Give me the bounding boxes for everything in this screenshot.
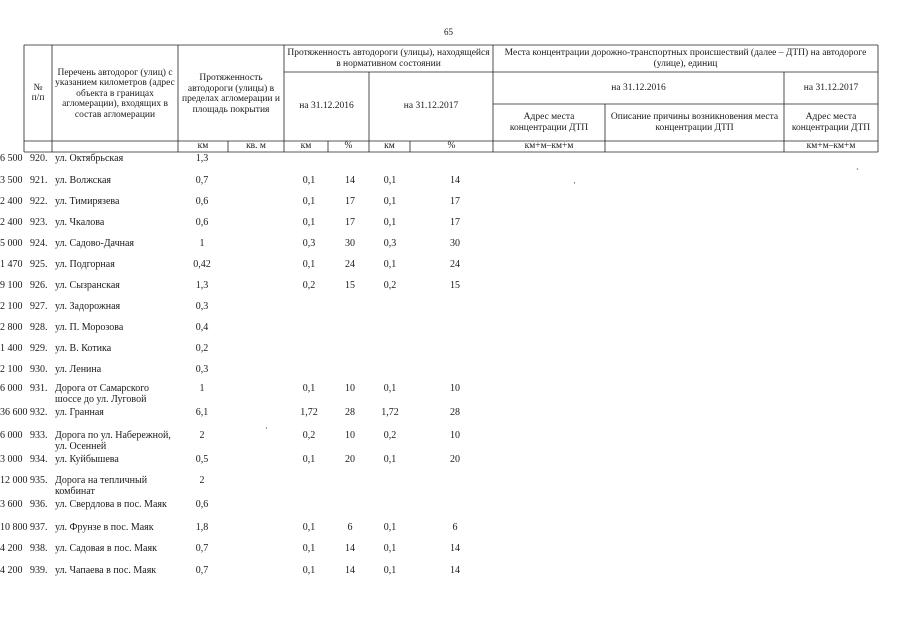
cell-km17: 0,2	[383, 280, 397, 291]
table-row	[0, 258, 905, 278]
cell-km: 0,5	[195, 454, 209, 465]
unit-addr-2017: км+м–км+м	[806, 141, 856, 152]
cell-km: 6,1	[195, 407, 209, 418]
cell-p16: 30	[345, 238, 355, 249]
cell-km16: 1,72	[300, 407, 318, 418]
cell-num: 935.	[30, 475, 48, 486]
cell-km: 0,42	[193, 259, 211, 270]
page-number: 65	[444, 27, 453, 37]
cell-p16: 14	[345, 565, 355, 576]
header-num: № п/п	[31, 82, 45, 103]
cell-num: 931.	[30, 383, 48, 394]
cell-p17: 10	[450, 430, 460, 441]
cell-p17: 17	[450, 217, 460, 228]
header-dtp-2017: на 31.12.2017	[803, 82, 859, 93]
cell-num: 930.	[30, 364, 48, 375]
cell-name: ул. Октябрьская	[55, 153, 124, 164]
cell-p17: 17	[450, 196, 460, 207]
header-date-2016: на 31.12.2016	[299, 101, 354, 112]
cell-sqm: 1 400	[0, 343, 23, 354]
header-addr-2017: Адрес места концентрации ДТП	[791, 112, 871, 133]
cell-sqm: 36 600	[0, 407, 28, 418]
cell-km16: 0,2	[302, 280, 316, 291]
cell-km16: 0,1	[302, 217, 316, 228]
table-row	[0, 152, 905, 172]
cell-p17: 28	[450, 407, 460, 418]
cell-name: Дорога от Самарского шоссе до ул. Луговой	[55, 383, 150, 405]
scan-mark: ˴	[856, 163, 859, 173]
cell-km: 1,8	[195, 522, 209, 533]
unit-pct-2016: %	[344, 141, 353, 152]
cell-name: ул. Задорожная	[55, 301, 121, 312]
table-row	[0, 474, 905, 497]
cell-km17: 0,1	[383, 196, 397, 207]
cell-km: 1	[199, 238, 205, 249]
cell-num: 921.	[30, 175, 48, 186]
cell-km: 0,6	[195, 499, 209, 510]
cell-sqm: 2 400	[0, 196, 23, 207]
scan-mark: ·	[265, 423, 268, 433]
table-row	[0, 429, 905, 452]
cell-name: ул. В. Котика	[55, 343, 112, 354]
table-row	[0, 498, 905, 518]
cell-p16: 10	[345, 383, 355, 394]
cell-p17: 6	[452, 522, 458, 533]
unit-km: км	[197, 141, 209, 152]
cell-km: 0,4	[195, 322, 209, 333]
header-dtp-2016: на 31.12.2016	[611, 82, 666, 93]
header-dtp: Места концентрации дорожно-транспортных происшествий (далее – ДТП) на автодороге (улице), единиц	[504, 48, 867, 69]
cell-p17: 10	[450, 383, 460, 394]
cell-km16: 0,2	[302, 430, 316, 441]
unit-sqm: кв. м	[246, 141, 266, 152]
table-row	[0, 406, 905, 426]
cell-p17: 30	[450, 238, 460, 249]
table-row	[0, 321, 905, 341]
cell-p17: 14	[450, 543, 460, 554]
cell-num: 923.	[30, 217, 48, 228]
cell-num: 926.	[30, 280, 48, 291]
cell-km16: 0,1	[302, 543, 316, 554]
cell-name: ул. Тимирязева	[55, 196, 120, 207]
cell-km16: 0,1	[302, 565, 316, 576]
cell-name: ул. Гранная	[55, 407, 104, 418]
cell-sqm: 3 600	[0, 499, 23, 510]
cell-sqm: 4 200	[0, 543, 23, 554]
cell-num: 932.	[30, 407, 48, 418]
cell-p16: 24	[345, 259, 355, 270]
cell-p16: 10	[345, 430, 355, 441]
cell-num: 924.	[30, 238, 48, 249]
cell-num: 939.	[30, 565, 48, 576]
cell-name: Дорога на тепличный комбинат	[55, 475, 148, 497]
unit-km-2016: км	[300, 141, 312, 152]
cell-km: 0,6	[195, 217, 209, 228]
cell-name: ул. Садово-Дачная	[55, 238, 135, 249]
table-row	[0, 342, 905, 362]
unit-pct-2017: %	[447, 141, 456, 152]
cell-p16: 17	[345, 217, 355, 228]
table-row	[0, 174, 905, 194]
cell-km: 0,3	[195, 301, 209, 312]
table-row	[0, 542, 905, 562]
header-addr-2016: Адрес места концентрации ДТП	[509, 112, 589, 133]
header-normative: Протяженность автодороги (улицы), находящейся в нормативном состоянии	[287, 48, 490, 69]
cell-sqm: 1 470	[0, 259, 23, 270]
cell-num: 929.	[30, 343, 48, 354]
table-row	[0, 279, 905, 299]
cell-km: 1	[199, 383, 205, 394]
cell-p16: 14	[345, 543, 355, 554]
cell-num: 938.	[30, 543, 48, 554]
cell-sqm: 4 200	[0, 565, 23, 576]
cell-km17: 0,1	[383, 259, 397, 270]
unit-km-2017: км	[384, 141, 395, 152]
scan-mark: ·	[573, 178, 576, 188]
table-row	[0, 300, 905, 320]
cell-p16: 20	[345, 454, 355, 465]
cell-km: 2	[199, 475, 205, 486]
cell-name: ул. Садовая в пос. Маяк	[55, 543, 157, 554]
cell-km17: 1,72	[381, 407, 399, 418]
cell-km: 0,7	[195, 565, 209, 576]
cell-km16: 0,1	[302, 522, 316, 533]
cell-name: ул. Волжская	[55, 175, 111, 186]
cell-name: ул. Ленина	[55, 364, 102, 375]
cell-p17: 14	[450, 175, 460, 186]
cell-name: ул. Куйбышева	[55, 454, 119, 465]
cell-p16: 28	[345, 407, 355, 418]
cell-name: ул. Свердлова в пос. Маяк	[55, 499, 167, 510]
header-length: Протяженность автодороги (улицы) в пределах агломерации и площадь покрытия	[182, 73, 280, 115]
cell-p16: 15	[345, 280, 355, 291]
cell-km: 1,3	[195, 280, 209, 291]
cell-num: 933.	[30, 430, 48, 441]
cell-km16: 0,3	[302, 238, 316, 249]
cell-name: ул. Подгорная	[55, 259, 115, 270]
cell-num: 934.	[30, 454, 48, 465]
cell-km17: 0,1	[383, 454, 397, 465]
cell-num: 927.	[30, 301, 48, 312]
cell-num: 922.	[30, 196, 48, 207]
table-row	[0, 521, 905, 541]
table-row	[0, 195, 905, 215]
cell-km16: 0,1	[302, 175, 316, 186]
cell-km: 0,7	[195, 175, 209, 186]
cell-km: 0,6	[195, 196, 209, 207]
cell-km16: 0,1	[302, 259, 316, 270]
cell-km17: 0,2	[383, 430, 397, 441]
cell-sqm: 6 000	[0, 383, 23, 394]
cell-sqm: 2 100	[0, 301, 23, 312]
table-row	[0, 564, 905, 584]
cell-km: 0,2	[195, 343, 209, 354]
cell-km17: 0,1	[383, 217, 397, 228]
header-name: Перечень автодорог (улиц) с указанием километров (адрес объекта в границах агломерации), входящих в состав агломерации	[55, 67, 175, 120]
unit-addr-2016: км+м–км+м	[524, 141, 574, 152]
cell-name: ул. П. Морозова	[55, 322, 124, 333]
cell-num: 928.	[30, 322, 48, 333]
cell-num: 925.	[30, 259, 48, 270]
table-row	[0, 382, 905, 405]
cell-p17: 24	[450, 259, 460, 270]
cell-num: 920.	[30, 153, 48, 164]
cell-km17: 0,1	[383, 522, 397, 533]
cell-km17: 0,1	[383, 543, 397, 554]
cell-sqm: 5 000	[0, 238, 23, 249]
cell-name: ул. Сызранская	[55, 280, 120, 291]
cell-km: 1,3	[195, 153, 209, 164]
cell-num: 937.	[30, 522, 48, 533]
cell-p16: 17	[345, 196, 355, 207]
table-row	[0, 453, 905, 473]
cell-name: ул. Чапаева в пос. Маяк	[55, 565, 157, 576]
cell-sqm: 12 000	[0, 475, 28, 486]
header-reason-2016: Описание причины возникновения места концентрации ДТП	[610, 112, 779, 133]
cell-sqm: 2 400	[0, 217, 23, 228]
cell-name: ул. Фрунзе в пос. Маяк	[55, 522, 154, 533]
cell-sqm: 10 800	[0, 522, 28, 533]
cell-name: Дорога по ул. Набережной, ул. Осенней	[55, 430, 171, 452]
cell-km: 2	[199, 430, 205, 441]
cell-km17: 0,1	[383, 383, 397, 394]
cell-km16: 0,1	[302, 196, 316, 207]
cell-sqm: 3 000	[0, 454, 23, 465]
cell-name: ул. Чкалова	[55, 217, 105, 228]
cell-sqm: 6 000	[0, 430, 23, 441]
cell-sqm: 3 500	[0, 175, 23, 186]
cell-p16: 14	[345, 175, 355, 186]
cell-p17: 15	[450, 280, 460, 291]
cell-num: 936.	[30, 499, 48, 510]
cell-km17: 0,3	[383, 238, 397, 249]
cell-p16: 6	[347, 522, 353, 533]
cell-sqm: 2 100	[0, 364, 23, 375]
cell-km: 0,3	[195, 364, 209, 375]
table-row	[0, 363, 905, 383]
cell-km16: 0,1	[302, 383, 316, 394]
cell-p17: 14	[450, 565, 460, 576]
cell-sqm: 2 800	[0, 322, 23, 333]
cell-p17: 20	[450, 454, 460, 465]
cell-km17: 0,1	[383, 175, 397, 186]
cell-sqm: 6 500	[0, 153, 23, 164]
header-date-2017: на 31.12.2017	[403, 101, 459, 112]
table-row	[0, 216, 905, 236]
cell-km: 0,7	[195, 543, 209, 554]
cell-sqm: 9 100	[0, 280, 23, 291]
cell-km17: 0,1	[383, 565, 397, 576]
table-row	[0, 237, 905, 257]
cell-km16: 0,1	[302, 454, 316, 465]
